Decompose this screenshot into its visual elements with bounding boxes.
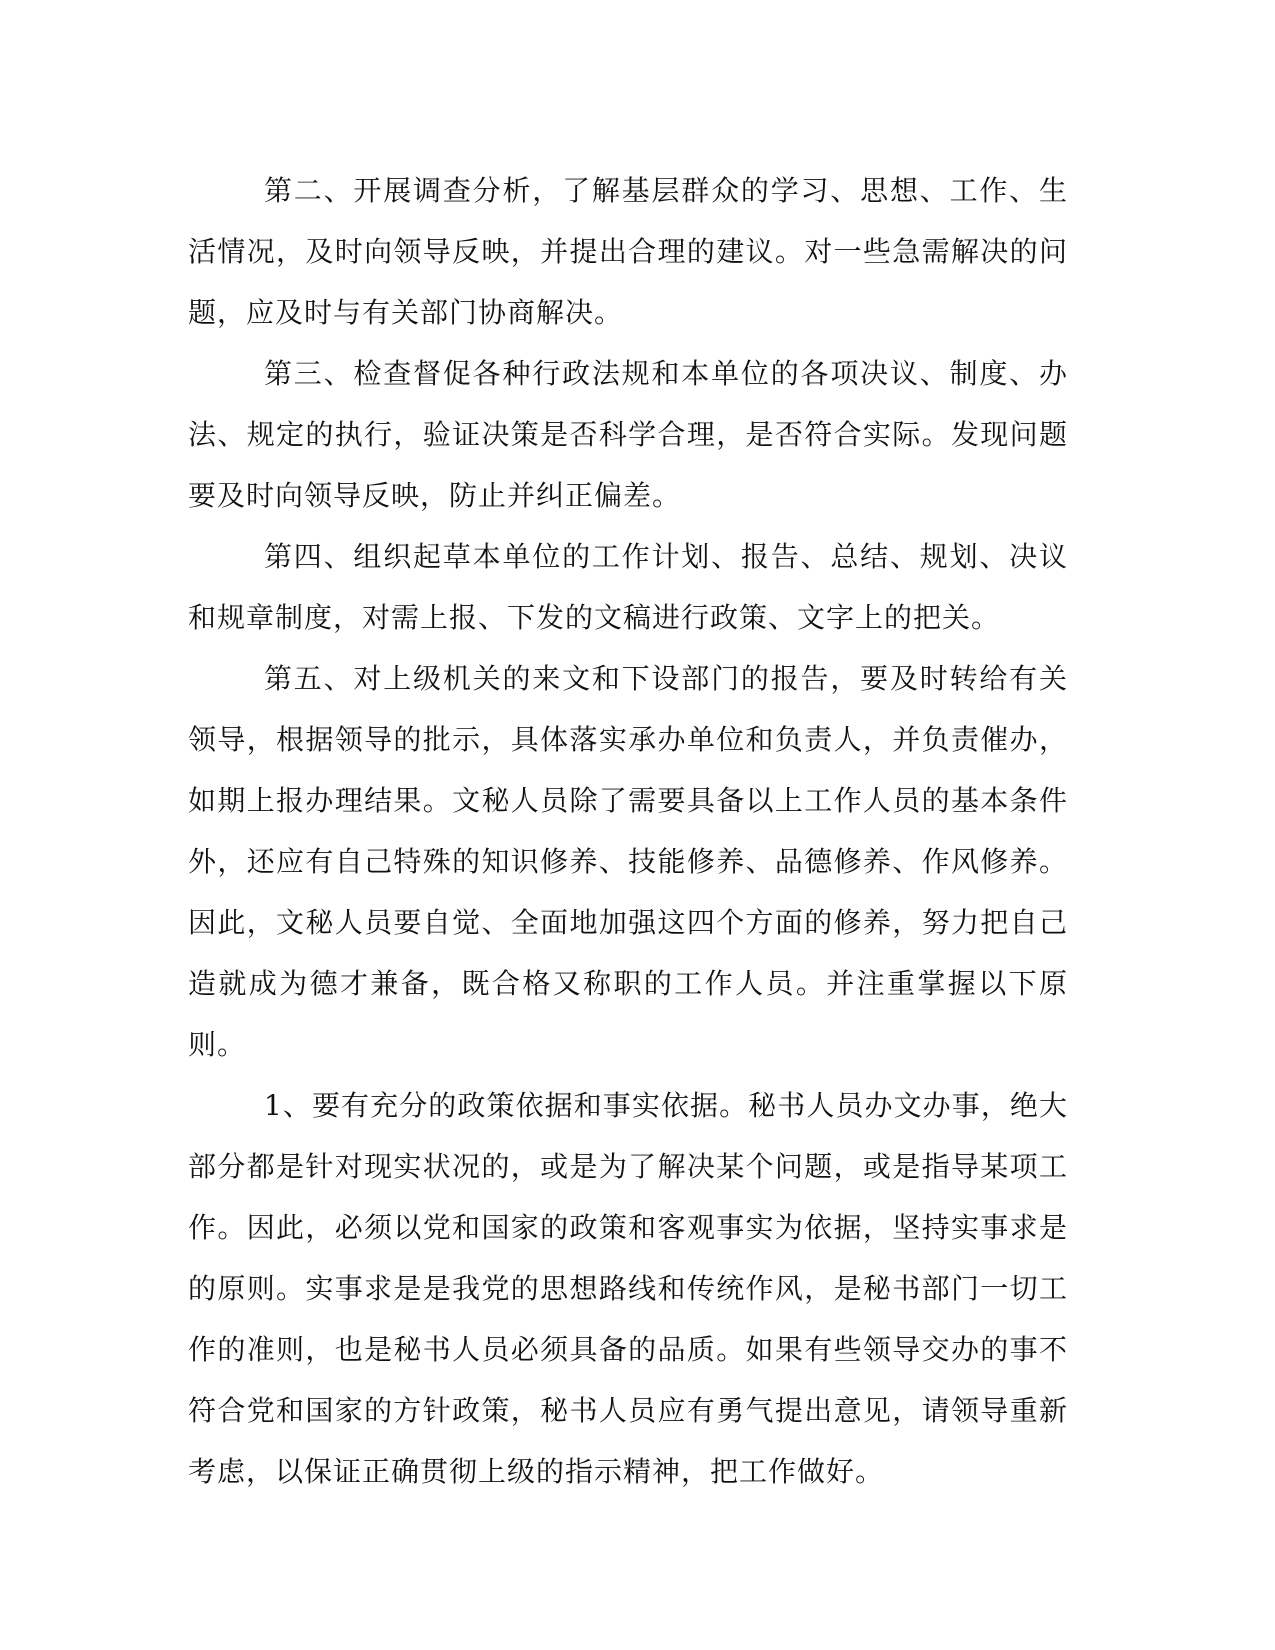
paragraph-fifth-duty: 第五、对上级机关的来文和下设部门的报告，要及时转给有关领导，根据领导的批示，具体落实承办单位和负责人，并负责催办，如期上报办理结果。文秘人员除了需要具备以上工作人员的基本条件外，还应有自己特殊的知识修养、技能修养、品德修养、作风修养。因此，文秘人员要自觉、全面地加强这四个方面的修养，努力把自己造就成为德才兼备，既合格又称职的工作人员。并注重掌握以下原则。: [188, 662, 1068, 1061]
paragraph-third-duty: 第三、检查督促各种行政法规和本单位的各项决议、制度、办法、规定的执行，验证决策是否科学合理，是否符合实际。发现问题要及时向领导反映，防止并纠正偏差。: [188, 357, 1068, 512]
body-text: [188, 160, 1068, 1502]
paragraph-second-duty: 第二、开展调查分析，了解基层群众的学习、思想、工作、生活情况，及时向领导反映，并提出合理的建议。对一些急需解决的问题，应及时与有关部门协商解决。: [188, 174, 1068, 329]
paragraph-fourth-duty: 第四、组织起草本单位的工作计划、报告、总结、规划、决议和规章制度，对需上报、下发的文稿进行政策、文字上的把关。: [188, 540, 1068, 634]
paragraph-principle-1: 1、要有充分的政策依据和事实依据。秘书人员办文办事，绝大部分都是针对现实状况的，或是为了解决某个问题，或是指导某项工作。因此，必须以党和国家的政策和客观事实为依据，坚持实事求是的原则。实事求是是我党的思想路线和传统作风，是秘书部门一切工作的准则，也是秘书人员必须具备的品质。如果有些领导交办的事不符合党和国家的方针政策，秘书人员应有勇气提出意见，请领导重新考虑，以保证正确贯彻上级的指示精神，把工作做好。: [188, 1089, 1068, 1488]
